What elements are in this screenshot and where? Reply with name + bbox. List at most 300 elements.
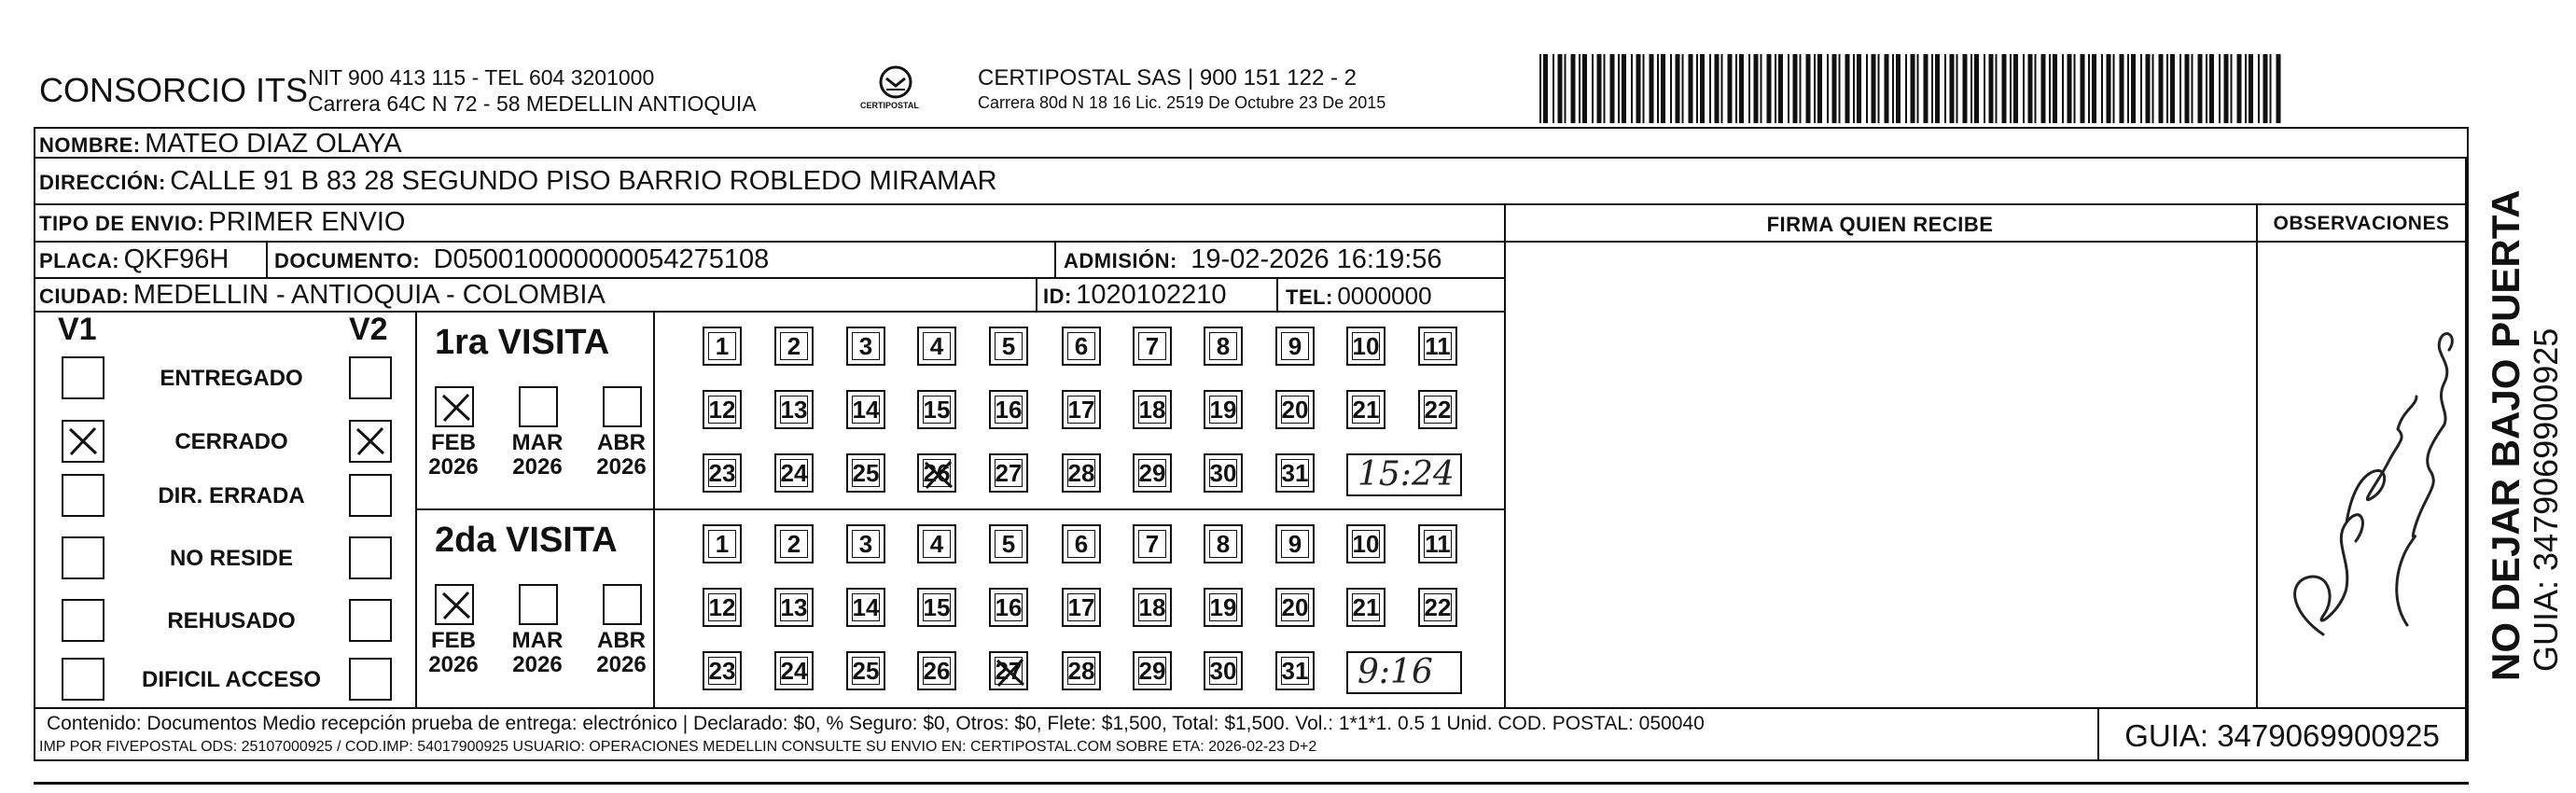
visit1-day-11[interactable] xyxy=(1418,327,1457,366)
visit1-day-22[interactable] xyxy=(1418,390,1457,429)
v1-checkbox-entregado[interactable] xyxy=(62,356,104,399)
barcode-bar xyxy=(1565,54,1566,123)
day-number: 4 xyxy=(929,530,944,558)
day-number: 28 xyxy=(1067,657,1095,685)
barcode-bar xyxy=(1721,54,1723,123)
v1-checkbox-rehusado[interactable] xyxy=(62,599,104,642)
barcode-bar xyxy=(1748,54,1750,123)
barcode-bar xyxy=(1676,54,1680,123)
v1-header: V1 xyxy=(58,312,97,347)
visit2-time-box[interactable] xyxy=(1346,651,1462,694)
barcode-bar xyxy=(1896,54,1901,123)
id-label: ID: xyxy=(1043,285,1072,308)
day-number: 8 xyxy=(1216,332,1231,360)
visit1-handwritten-time: 15:24 xyxy=(1358,455,1455,494)
x-mark-icon xyxy=(355,425,386,457)
v2-checkbox-dificil-acceso[interactable] xyxy=(349,658,392,701)
barcode-bar xyxy=(2245,54,2247,123)
ciudad-cell xyxy=(39,280,606,311)
carrier-name: CERTIPOSTAL SAS | 900 151 122 - 2 xyxy=(978,65,1357,90)
day-number: 13 xyxy=(780,593,808,621)
day-number: 12 xyxy=(708,593,736,621)
day-number: 22 xyxy=(1424,396,1452,424)
visit2-month-checkbox-mar[interactable] xyxy=(519,584,558,625)
day-number: 31 xyxy=(1281,459,1309,487)
month-year: 2026 xyxy=(512,652,563,677)
day-number: 1 xyxy=(715,332,730,360)
visit1-day-17[interactable] xyxy=(1062,390,1101,429)
barcode-bar xyxy=(1636,54,1641,123)
visit2-day-20[interactable] xyxy=(1275,588,1315,627)
barcode-bar xyxy=(2219,54,2221,123)
month-label-feb xyxy=(425,431,481,480)
status-label-rehusado: REHUSADO xyxy=(167,608,296,633)
barcode-bar xyxy=(2159,54,2164,123)
visit1-day-26[interactable] xyxy=(917,453,956,493)
day-number: 16 xyxy=(995,593,1023,621)
barcode-bar xyxy=(1878,54,1880,123)
visit1-month-checkbox-mar[interactable] xyxy=(519,386,558,427)
day-number: 4 xyxy=(929,332,944,360)
barcode-bar xyxy=(1917,54,1919,123)
day-number: 30 xyxy=(1209,459,1237,487)
day-number: 26 xyxy=(923,657,951,685)
barcode-bar xyxy=(2013,54,2018,123)
barcode-bar xyxy=(1989,54,1994,123)
v2-checkbox-dir-errada[interactable] xyxy=(349,474,392,517)
month-year: 2026 xyxy=(428,454,479,480)
visit2-day-10[interactable] xyxy=(1346,524,1385,563)
month-name: MAR xyxy=(511,628,564,653)
month-year: 2026 xyxy=(596,454,647,480)
tipo-envio-value: PRIMER ENVIO xyxy=(208,207,406,237)
barcode-bar xyxy=(1853,54,1855,123)
visit2-day-19[interactable] xyxy=(1204,588,1243,627)
visit2-day-31[interactable] xyxy=(1275,651,1315,690)
barcode-bar xyxy=(1832,54,1837,123)
month-year: 2026 xyxy=(428,652,479,677)
visit2-day-11[interactable] xyxy=(1418,524,1457,563)
id-value: 1020102210 xyxy=(1076,280,1227,310)
visit1-day-4[interactable] xyxy=(917,327,956,366)
admision-cell xyxy=(1064,244,1442,275)
certipostal-logo xyxy=(858,63,933,116)
barcode-bar xyxy=(1670,54,1672,123)
visit1-day-19[interactable] xyxy=(1204,390,1243,429)
day-number: 11 xyxy=(1425,332,1451,360)
barcode-bar xyxy=(1709,54,1711,123)
firma-area[interactable] xyxy=(1506,243,2256,707)
month-name: MAR xyxy=(511,430,564,455)
day-number: 16 xyxy=(995,396,1023,424)
visit1-day-9[interactable] xyxy=(1275,327,1315,366)
visit2-day-8[interactable] xyxy=(1204,524,1243,563)
v1-checkbox-dir-errada[interactable] xyxy=(62,474,104,517)
visit2-handwritten-time: 9:16 xyxy=(1358,653,1433,691)
barcode-bar xyxy=(2131,54,2136,123)
barcode-bar xyxy=(1571,54,1576,123)
day-number: 9 xyxy=(1288,332,1302,360)
logo-text: CERTIPOSTAL xyxy=(860,101,919,110)
visit2-day-27[interactable] xyxy=(989,651,1028,690)
visit1-day-24[interactable] xyxy=(774,453,814,493)
month-label-mar xyxy=(509,431,565,480)
visit1-day-3[interactable] xyxy=(846,327,885,366)
contenido-line: Contenido: Documentos Medio recepción prueba de entrega: electrónico | Declarado: $0, % Seguro: $0, Otros: $0, Flete: $1,500, Total: $1,500. Vol.: 1*1*1. 0.5 1 Unid. COD. POSTAL: 050040 xyxy=(47,713,1705,734)
observaciones-header: OBSERVACIONES xyxy=(2273,213,2450,234)
day-number: 14 xyxy=(852,396,880,424)
barcode-bar xyxy=(2028,54,2033,123)
visit1-day-25[interactable] xyxy=(846,453,885,493)
barcode-bar xyxy=(2023,54,2025,123)
day-number: 7 xyxy=(1145,530,1160,558)
barcode-bar xyxy=(1905,54,1907,123)
nombre-label: NOMBRE: xyxy=(39,133,141,157)
barcode-bar xyxy=(2120,54,2124,123)
visit2-day-5[interactable] xyxy=(989,524,1028,563)
tel-label: TEL: xyxy=(1286,285,1333,309)
barcode-bar xyxy=(2140,54,2142,123)
day-number: 15 xyxy=(923,396,951,424)
barcode-bar xyxy=(1618,54,1620,123)
barcode-bar xyxy=(2035,54,2037,123)
visit1-day-16[interactable] xyxy=(989,390,1028,429)
day-number: 17 xyxy=(1067,593,1095,621)
barcode-bar xyxy=(2270,54,2272,123)
documento-value: D050010000000054275108 xyxy=(433,244,770,274)
day-number: 23 xyxy=(708,459,736,487)
barcode-bar xyxy=(1866,54,1868,123)
barcode-bar xyxy=(1778,54,1783,123)
day-number: 10 xyxy=(1352,332,1380,360)
visit1-day-18[interactable] xyxy=(1133,390,1172,429)
barcode-bar xyxy=(2206,54,2207,123)
barcode-bar xyxy=(2053,54,2057,123)
visit1-day-2[interactable] xyxy=(774,327,814,366)
month-year: 2026 xyxy=(596,652,647,677)
day-number: 3 xyxy=(858,530,873,558)
month-name: FEB xyxy=(431,430,476,455)
day-number: 13 xyxy=(780,396,808,424)
barcode-bar xyxy=(1800,54,1802,123)
barcode-bar xyxy=(1767,54,1772,123)
barcode-bar xyxy=(2107,54,2111,123)
x-mark-icon xyxy=(995,657,1026,689)
firma-header: FIRMA QUIEN RECIBE xyxy=(1766,213,1994,236)
day-number: 25 xyxy=(852,657,880,685)
barcode-bar xyxy=(1839,54,1841,123)
visit1-day-5[interactable] xyxy=(989,327,1028,366)
barcode-bar xyxy=(2277,54,2281,123)
status-label-entregado: ENTREGADO xyxy=(160,366,303,391)
barcode-bar xyxy=(1539,54,1541,123)
month-name: ABR xyxy=(597,628,646,653)
observation-handwriting xyxy=(2258,243,2465,707)
barcode-bar xyxy=(1885,54,1889,123)
barcode-bar xyxy=(1682,54,1684,123)
day-number: 10 xyxy=(1352,530,1380,558)
visit2-day-16[interactable] xyxy=(989,588,1028,627)
v2-checkbox-cerrado[interactable] xyxy=(349,420,392,463)
visit2-day-1[interactable] xyxy=(703,524,742,563)
barcode-bar xyxy=(2192,54,2193,123)
visit2-day-23[interactable] xyxy=(703,651,742,690)
barcode-bar xyxy=(1974,54,1979,123)
visit2-day-12[interactable] xyxy=(703,588,742,627)
day-number: 24 xyxy=(780,657,808,685)
barcode-bar xyxy=(2113,54,2115,123)
observaciones-area xyxy=(2258,243,2465,707)
day-number: 30 xyxy=(1209,657,1237,685)
barcode-bar xyxy=(1582,54,1587,123)
month-year: 2026 xyxy=(512,454,563,480)
v2-checkbox-no-reside[interactable] xyxy=(349,536,392,579)
barcode-bar xyxy=(1793,54,1798,123)
day-number: 19 xyxy=(1209,593,1237,621)
day-number: 5 xyxy=(1001,530,1016,558)
day-number: 1 xyxy=(715,530,730,558)
day-number: 9 xyxy=(1288,530,1302,558)
visit1-day-28[interactable] xyxy=(1062,453,1101,493)
barcode-bar xyxy=(2152,54,2154,123)
visit2-day-9[interactable] xyxy=(1275,524,1315,563)
barcode-bar xyxy=(1892,54,1894,123)
barcode-bar xyxy=(2002,54,2007,123)
placa-label: PLACA: xyxy=(39,249,120,272)
tel-value: 0000000 xyxy=(1337,282,1432,310)
day-number: 20 xyxy=(1281,396,1309,424)
visit2-month-checkbox-feb[interactable] xyxy=(435,584,474,625)
status-label-dir-errada: DIR. ERRADA xyxy=(158,483,305,508)
tipo-envio-row xyxy=(39,207,405,238)
barcode-bar xyxy=(1643,54,1645,123)
barcode-bar xyxy=(1761,54,1762,123)
barcode-bar xyxy=(1661,54,1665,123)
day-number: 17 xyxy=(1067,396,1095,424)
admision-value: 19-02-2026 16:19:56 xyxy=(1191,244,1442,274)
company-nit: NIT 900 413 115 - TEL 604 3201000 xyxy=(308,65,655,90)
visit1-day-10[interactable] xyxy=(1346,327,1385,366)
visit1-day-12[interactable] xyxy=(703,390,742,429)
visit1-day-7[interactable] xyxy=(1133,327,1172,366)
visit2-day-2[interactable] xyxy=(774,524,814,563)
visit1-day-15[interactable] xyxy=(917,390,956,429)
visit2-day-18[interactable] xyxy=(1133,588,1172,627)
barcode-bar xyxy=(1543,54,1548,123)
barcode-bar xyxy=(2249,54,2253,123)
barcode xyxy=(1539,54,2286,123)
visit2-day-6[interactable] xyxy=(1062,524,1101,563)
nombre-row xyxy=(39,129,402,160)
barcode-bar xyxy=(1827,54,1829,123)
placa-value: QKF96H xyxy=(123,244,230,274)
day-number: 23 xyxy=(708,657,736,685)
v2-checkbox-entregado[interactable] xyxy=(349,356,392,399)
barcode-bar xyxy=(1592,54,1594,123)
company-address: Carrera 64C N 72 - 58 MEDELLIN ANTIOQUIA xyxy=(308,91,757,116)
barcode-bar xyxy=(1631,54,1633,123)
x-mark-icon xyxy=(440,392,472,424)
barcode-bar xyxy=(1715,54,1720,123)
v1-checkbox-dificil-acceso[interactable] xyxy=(62,658,104,701)
visit2-day-4[interactable] xyxy=(917,524,956,563)
barcode-bar xyxy=(1558,54,1563,123)
day-number: 27 xyxy=(995,657,1023,685)
barcode-bar xyxy=(1924,54,1929,123)
visit2-day-28[interactable] xyxy=(1062,651,1101,690)
direccion-row xyxy=(39,166,997,197)
visit1-day-29[interactable] xyxy=(1133,453,1172,493)
visit1-day-31[interactable] xyxy=(1275,453,1315,493)
visit1-day-6[interactable] xyxy=(1062,327,1101,366)
visit1-time-box[interactable] xyxy=(1346,453,1462,496)
documento-label: DOCUMENTO: xyxy=(274,249,421,272)
day-number: 24 xyxy=(780,459,808,487)
day-number: 18 xyxy=(1138,593,1166,621)
barcode-bar xyxy=(2081,54,2085,123)
barcode-bar xyxy=(2185,54,2190,123)
v2-checkbox-rehusado[interactable] xyxy=(349,599,392,642)
barcode-bar xyxy=(1728,54,1733,123)
visit1-day-13[interactable] xyxy=(774,390,814,429)
visit2-day-25[interactable] xyxy=(846,651,885,690)
barcode-bar xyxy=(2062,54,2064,123)
day-number: 26 xyxy=(923,459,951,487)
barcode-bar xyxy=(1622,54,1626,123)
x-mark-icon xyxy=(923,459,954,491)
visit1-day-27[interactable] xyxy=(989,453,1028,493)
visit1-month-checkbox-feb[interactable] xyxy=(435,386,474,427)
visit2-day-13[interactable] xyxy=(774,588,814,627)
tel-cell xyxy=(1286,282,1432,311)
barcode-bar xyxy=(2127,54,2129,123)
barcode-bar xyxy=(1911,54,1915,123)
barcode-bar xyxy=(1788,54,1789,123)
documento-cell xyxy=(274,244,769,275)
visit2-day-21[interactable] xyxy=(1346,588,1385,627)
barcode-bar xyxy=(1931,54,1933,123)
v2-header: V2 xyxy=(349,312,388,347)
barcode-bar xyxy=(1956,54,1958,123)
imp-line: IMP POR FIVEPOSTAL ODS: 25107000925 / COD.IMP: 54017900925 USUARIO: OPERACIONES MEDELLIN CONSULTE SU ENVIO EN: CERTIPOSTAL.COM SOBRE ETA: 2026-02-23 D+2 xyxy=(39,739,1317,755)
month-name: FEB xyxy=(431,628,476,653)
barcode-bar xyxy=(1597,54,1602,123)
barcode-bar xyxy=(2198,54,2203,123)
no-dejar-bajo-puerta: NO DEJAR BAJO PUERTA xyxy=(2484,189,2527,681)
day-number: 6 xyxy=(1074,530,1089,558)
x-mark-icon xyxy=(67,425,99,457)
day-number: 27 xyxy=(995,459,1023,487)
visit1-day-1[interactable] xyxy=(703,327,742,366)
visit1-day-21[interactable] xyxy=(1346,390,1385,429)
barcode-bar xyxy=(2166,54,2168,123)
day-number: 20 xyxy=(1281,593,1309,621)
day-number: 22 xyxy=(1424,593,1452,621)
tipo-envio-label: TIPO DE ENVIO: xyxy=(39,212,204,235)
day-number: 6 xyxy=(1074,332,1089,360)
day-number: 29 xyxy=(1138,459,1166,487)
visit1-day-30[interactable] xyxy=(1204,453,1243,493)
day-number: 12 xyxy=(708,396,736,424)
barcode-bar xyxy=(2049,54,2051,123)
visit1-month-checkbox-abr[interactable] xyxy=(603,386,642,427)
barcode-bar xyxy=(1696,54,1698,123)
ciudad-value: MEDELLIN - ANTIOQUIA - COLOMBIA xyxy=(132,280,606,310)
ciudad-label: CIUDAD: xyxy=(39,285,130,308)
visit2-day-26[interactable] xyxy=(917,651,956,690)
visit2-month-checkbox-abr[interactable] xyxy=(603,584,642,625)
direccion-value: CALLE 91 B 83 28 SEGUNDO PISO BARRIO ROBLEDO MIRAMAR xyxy=(170,166,997,196)
barcode-bar xyxy=(1817,54,1822,123)
visit2-day-3[interactable] xyxy=(846,524,885,563)
day-number: 28 xyxy=(1067,459,1095,487)
nombre-value: MATEO DIAZ OLAYA xyxy=(145,129,402,159)
company-name: CONSORCIO ITS xyxy=(39,71,309,109)
barcode-bar xyxy=(1845,54,1850,123)
day-number: 31 xyxy=(1281,657,1309,685)
barcode-bar xyxy=(1872,54,1876,123)
barcode-bar xyxy=(2258,54,2260,123)
barcode-bar xyxy=(1806,54,1811,123)
visit1-day-8[interactable] xyxy=(1204,327,1243,366)
barcode-bar xyxy=(2068,54,2072,123)
barcode-bar xyxy=(2010,54,2012,123)
visit1-day-23[interactable] xyxy=(703,453,742,493)
barcode-bar xyxy=(1984,54,1985,123)
x-mark-icon xyxy=(440,590,472,621)
day-number: 11 xyxy=(1425,530,1451,558)
day-number: 19 xyxy=(1209,396,1237,424)
day-number: 3 xyxy=(858,332,873,360)
id-cell xyxy=(1043,280,1227,311)
day-number: 29 xyxy=(1138,657,1166,685)
visit2-day-15[interactable] xyxy=(917,588,956,627)
barcode-bar xyxy=(1553,54,1554,123)
barcode-bar xyxy=(1650,54,1654,123)
visit1-day-14[interactable] xyxy=(846,390,885,429)
v1-checkbox-no-reside[interactable] xyxy=(62,536,104,579)
day-number: 25 xyxy=(852,459,880,487)
barcode-bar xyxy=(2231,54,2233,123)
barcode-bar xyxy=(2074,54,2076,123)
barcode-bar xyxy=(1739,54,1744,123)
barcode-bar xyxy=(2179,54,2181,123)
day-number: 7 xyxy=(1145,332,1160,360)
visit1-day-20[interactable] xyxy=(1275,390,1315,429)
status-label-cerrado: CERRADO xyxy=(174,429,288,454)
visit2-day-7[interactable] xyxy=(1133,524,1172,563)
visit2-day-17[interactable] xyxy=(1062,588,1101,627)
v1-checkbox-cerrado[interactable] xyxy=(62,420,104,463)
barcode-bar xyxy=(2224,54,2229,123)
day-number: 15 xyxy=(923,593,951,621)
guia-footer: GUIA: 3479069900925 xyxy=(2124,718,2440,753)
visit2-day-24[interactable] xyxy=(774,651,814,690)
barcode-bar xyxy=(1857,54,1861,123)
barcode-bar xyxy=(1754,54,1759,123)
visit2-day-29[interactable] xyxy=(1133,651,1172,690)
barcode-bar xyxy=(1579,54,1580,123)
barcode-bar xyxy=(1700,54,1705,123)
status-label-no-reside: NO RESIDE xyxy=(169,546,294,571)
barcode-bar xyxy=(1996,54,1998,123)
visit2-day-22[interactable] xyxy=(1418,588,1457,627)
placa-cell xyxy=(39,244,229,275)
barcode-bar xyxy=(1970,54,1972,123)
day-number: 14 xyxy=(852,593,880,621)
visit2-day-30[interactable] xyxy=(1204,651,1243,690)
visit2-day-14[interactable] xyxy=(846,588,885,627)
